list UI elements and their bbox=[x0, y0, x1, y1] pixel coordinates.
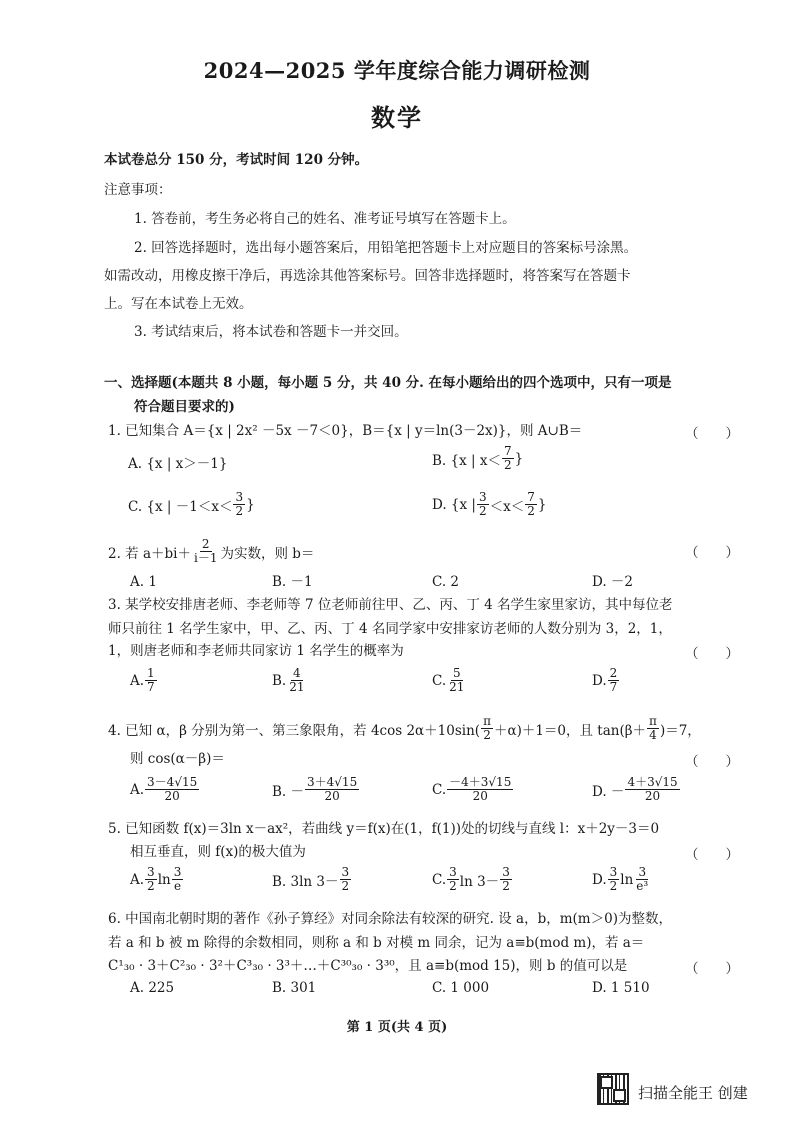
fraction: $\frac{\pi}{4}$ bbox=[649, 714, 657, 742]
q5-option-d: D. $\frac{3}{2}$ ln $\frac{3}{\text{e³}}$ bbox=[592, 865, 649, 893]
q6-option-b: B. 301 bbox=[272, 980, 317, 996]
scanner-watermark: 扫描全能王 创建 bbox=[638, 1084, 748, 1102]
fraction: $\frac{3}{2}$ bbox=[449, 865, 457, 893]
q6-option-a: A. 225 bbox=[130, 980, 175, 996]
q4-option-d: D. － $\frac{4+3√15}{20}$ bbox=[592, 775, 678, 803]
fraction: $\frac{7}{2}$ bbox=[503, 444, 512, 472]
stem-text: 4. 已知 α，β 分别为第一、第三象限角，若 4cos 2α＋10sin( bbox=[108, 722, 481, 739]
question-6-line1: 6. 中国南北朝时期的著作《孙子算经》对同余除法有较深的研究. 设 a，b，m(m＞0)为整数， bbox=[108, 911, 672, 927]
section-heading: 一、选择题(本题共 8 小题，每小题 5 分，共 40 分. 在每小题给出的四个选项中，只有一项是 bbox=[104, 375, 672, 391]
subject-title: 数学 bbox=[371, 103, 423, 132]
q3-option-b: B. $\frac{4}{21}$ bbox=[272, 666, 305, 694]
fraction: $\frac{\pi}{2}$ bbox=[483, 714, 491, 742]
option-text: A. {x | x＞－1} bbox=[128, 456, 228, 472]
fraction: $\frac{3}{2}$ bbox=[147, 865, 155, 893]
answer-paren: （ ） bbox=[685, 754, 739, 770]
question-6-line2: 若 a 和 b 被 m 除得的余数相同，则称 a 和 b 对模 m 同余，记为 a≡b(mod m)，若 a＝ bbox=[108, 935, 645, 951]
fraction: $\frac{5}{21}$ bbox=[449, 666, 465, 694]
notice-item-2-cont: 如需改动，用橡皮擦干净后，再选涂其他答案标号。回答非选择题时，将答案写在答题卡 bbox=[104, 268, 631, 284]
option-text: C. {x | －1＜x＜ bbox=[128, 498, 233, 515]
q5-option-c: C. $\frac{3}{2}$ ln 3－ $\frac{3}{2}$ bbox=[432, 865, 510, 893]
notice-item-2: 2. 回答选择题时，选出每小题答案后，用铅笔把答题卡上对应题目的答案标号涂黑。 bbox=[134, 240, 638, 256]
question-3-line3: 1，则唐老师和李老师共同家访 1 名学生的概率为 bbox=[108, 643, 404, 659]
notice-item-3: 3. 考试结束后，将本试卷和答题卡一并交回。 bbox=[134, 324, 408, 340]
answer-paren: （ ） bbox=[685, 961, 739, 977]
stem-text: 2. 若 a＋bi＋ bbox=[108, 545, 191, 562]
q1-option-a bbox=[128, 452, 227, 472]
answer-paren: （ ） bbox=[685, 646, 739, 662]
question-3-line1: 3. 某学校安排唐老师、李老师等 7 位老师前往甲、乙、丙、丁 4 名学生家里家访，其中每位老 bbox=[108, 597, 673, 613]
page-number: 第 1 页(共 4 页) bbox=[346, 1020, 448, 1035]
stem-text: 为实数，则 b＝ bbox=[220, 545, 315, 562]
q3-option-c: C. $\frac{5}{21}$ bbox=[432, 666, 465, 694]
option-text: } bbox=[514, 450, 524, 467]
fraction: $\frac{4}{21}$ bbox=[289, 666, 305, 694]
fraction: $\frac{2}{i-1}$ bbox=[193, 537, 218, 565]
q3-option-a: A. $\frac{1}{7}$ bbox=[130, 666, 155, 694]
notice-title: 注意事项： bbox=[104, 182, 172, 198]
exam-title: 2024—2025 学年度综合能力调研检测 bbox=[203, 58, 591, 83]
fraction: $\frac{-4+3√15}{20}$ bbox=[449, 775, 512, 803]
option-text: B. {x | x＜ bbox=[432, 452, 501, 469]
question-4-line1 bbox=[108, 715, 701, 742]
fraction: $\frac{3+4√15}{20}$ bbox=[307, 775, 358, 803]
stem-text: )＝7， bbox=[659, 722, 701, 739]
q5-option-a: A. $\frac{3}{2}$ ln $\frac{3}{e}$ bbox=[130, 865, 182, 893]
q5-option-b: B. 3ln 3－ $\frac{3}{2}$ bbox=[272, 865, 350, 893]
fraction: $\frac{3}{2}$ bbox=[502, 865, 510, 893]
answer-paren: （ ） bbox=[685, 847, 739, 863]
q4-option-b: B. － $\frac{3+4√15}{20}$ bbox=[272, 775, 358, 803]
question-4-line2: 则 cos(α－β)＝ bbox=[130, 751, 225, 767]
answer-paren: （ ） bbox=[685, 545, 739, 561]
fraction: $\frac{3}{2}$ bbox=[341, 865, 350, 893]
question-2-stem bbox=[108, 538, 314, 565]
q1-option-b bbox=[432, 445, 523, 472]
question-1-stem: 1. 已知集合 A＝{x | 2x² －5x －7＜0}，B＝{x | y＝ln(3－2x)}，则 A∪B＝ bbox=[108, 423, 583, 439]
fraction: $\frac{2}{7}$ bbox=[609, 666, 618, 694]
notice-item-1: 1. 答卷前，考生务必将自己的姓名、准考证号填写在答题卡上。 bbox=[134, 211, 516, 227]
fraction: $\frac{4+3√15}{20}$ bbox=[627, 775, 678, 803]
q3-option-d: D. $\frac{2}{7}$ bbox=[592, 666, 618, 694]
question-3-line2: 师只前往 1 名学生家中，甲、乙、丙、丁 4 名同学家中安排家访老师的人数分别为 3，2，1， bbox=[108, 621, 672, 637]
qr-code-icon bbox=[597, 1073, 629, 1105]
stem-text: ＋α)＋1＝0，且 tan(β＋ bbox=[493, 722, 647, 739]
exam-info: 本试卷总分 150 分，考试时间 120 分钟。 bbox=[104, 152, 369, 168]
q6-option-d: D. 1 510 bbox=[592, 980, 650, 996]
option-text: } bbox=[537, 496, 547, 513]
fraction: $\frac{3}{2}$ bbox=[235, 490, 244, 518]
q6-option-c: C. 1 000 bbox=[432, 980, 490, 996]
answer-paren: （ ） bbox=[685, 426, 739, 442]
q2-option-a: A. 1 bbox=[130, 574, 157, 590]
question-6-line3: C¹₃₀ · 3＋C²₃₀ · 3²＋C³₃₀ · 3³＋…＋C³⁰₃₀ · 3³⁰，且 a≡b(mod 15)，则 b 的值可以是 bbox=[108, 958, 628, 974]
fraction: $\frac{3-4√15}{20}$ bbox=[147, 775, 198, 803]
fraction: $\frac{7}{2}$ bbox=[527, 490, 535, 518]
q1-option-d bbox=[432, 491, 546, 518]
option-text: } bbox=[246, 496, 255, 513]
q2-option-b: B. －1 bbox=[272, 574, 313, 590]
fraction: $\frac{3}{2}$ bbox=[609, 865, 618, 893]
fraction: $\frac{3}{e}$ bbox=[173, 865, 182, 893]
q1-option-c bbox=[128, 491, 255, 518]
notice-item-2-end: 上。写在本试卷上无效。 bbox=[104, 296, 253, 312]
option-text: ＜x＜ bbox=[489, 498, 525, 515]
q2-option-c: C. 2 bbox=[432, 574, 460, 590]
section-heading-cont: 符合题目要求的) bbox=[134, 399, 235, 415]
option-text: D. {x | bbox=[432, 496, 476, 513]
q2-option-d: D. －2 bbox=[592, 574, 634, 590]
fraction: $\frac{3}{\text{e³}}$ bbox=[636, 865, 649, 893]
fraction: $\frac{3}{2}$ bbox=[478, 490, 487, 518]
question-5-line2: 相互垂直，则 f(x)的极大值为 bbox=[130, 844, 306, 860]
q4-option-a: A. $\frac{3-4√15}{20}$ bbox=[130, 775, 198, 803]
question-5-line1: 5. 已知函数 f(x)＝3ln x－ax²，若曲线 y＝f(x)在(1，f(1))处的切线与直线 l：x＋2y－3＝0 bbox=[108, 821, 660, 837]
fraction: $\frac{1}{7}$ bbox=[147, 666, 155, 694]
q4-option-c: C. $\frac{-4+3√15}{20}$ bbox=[432, 775, 512, 803]
